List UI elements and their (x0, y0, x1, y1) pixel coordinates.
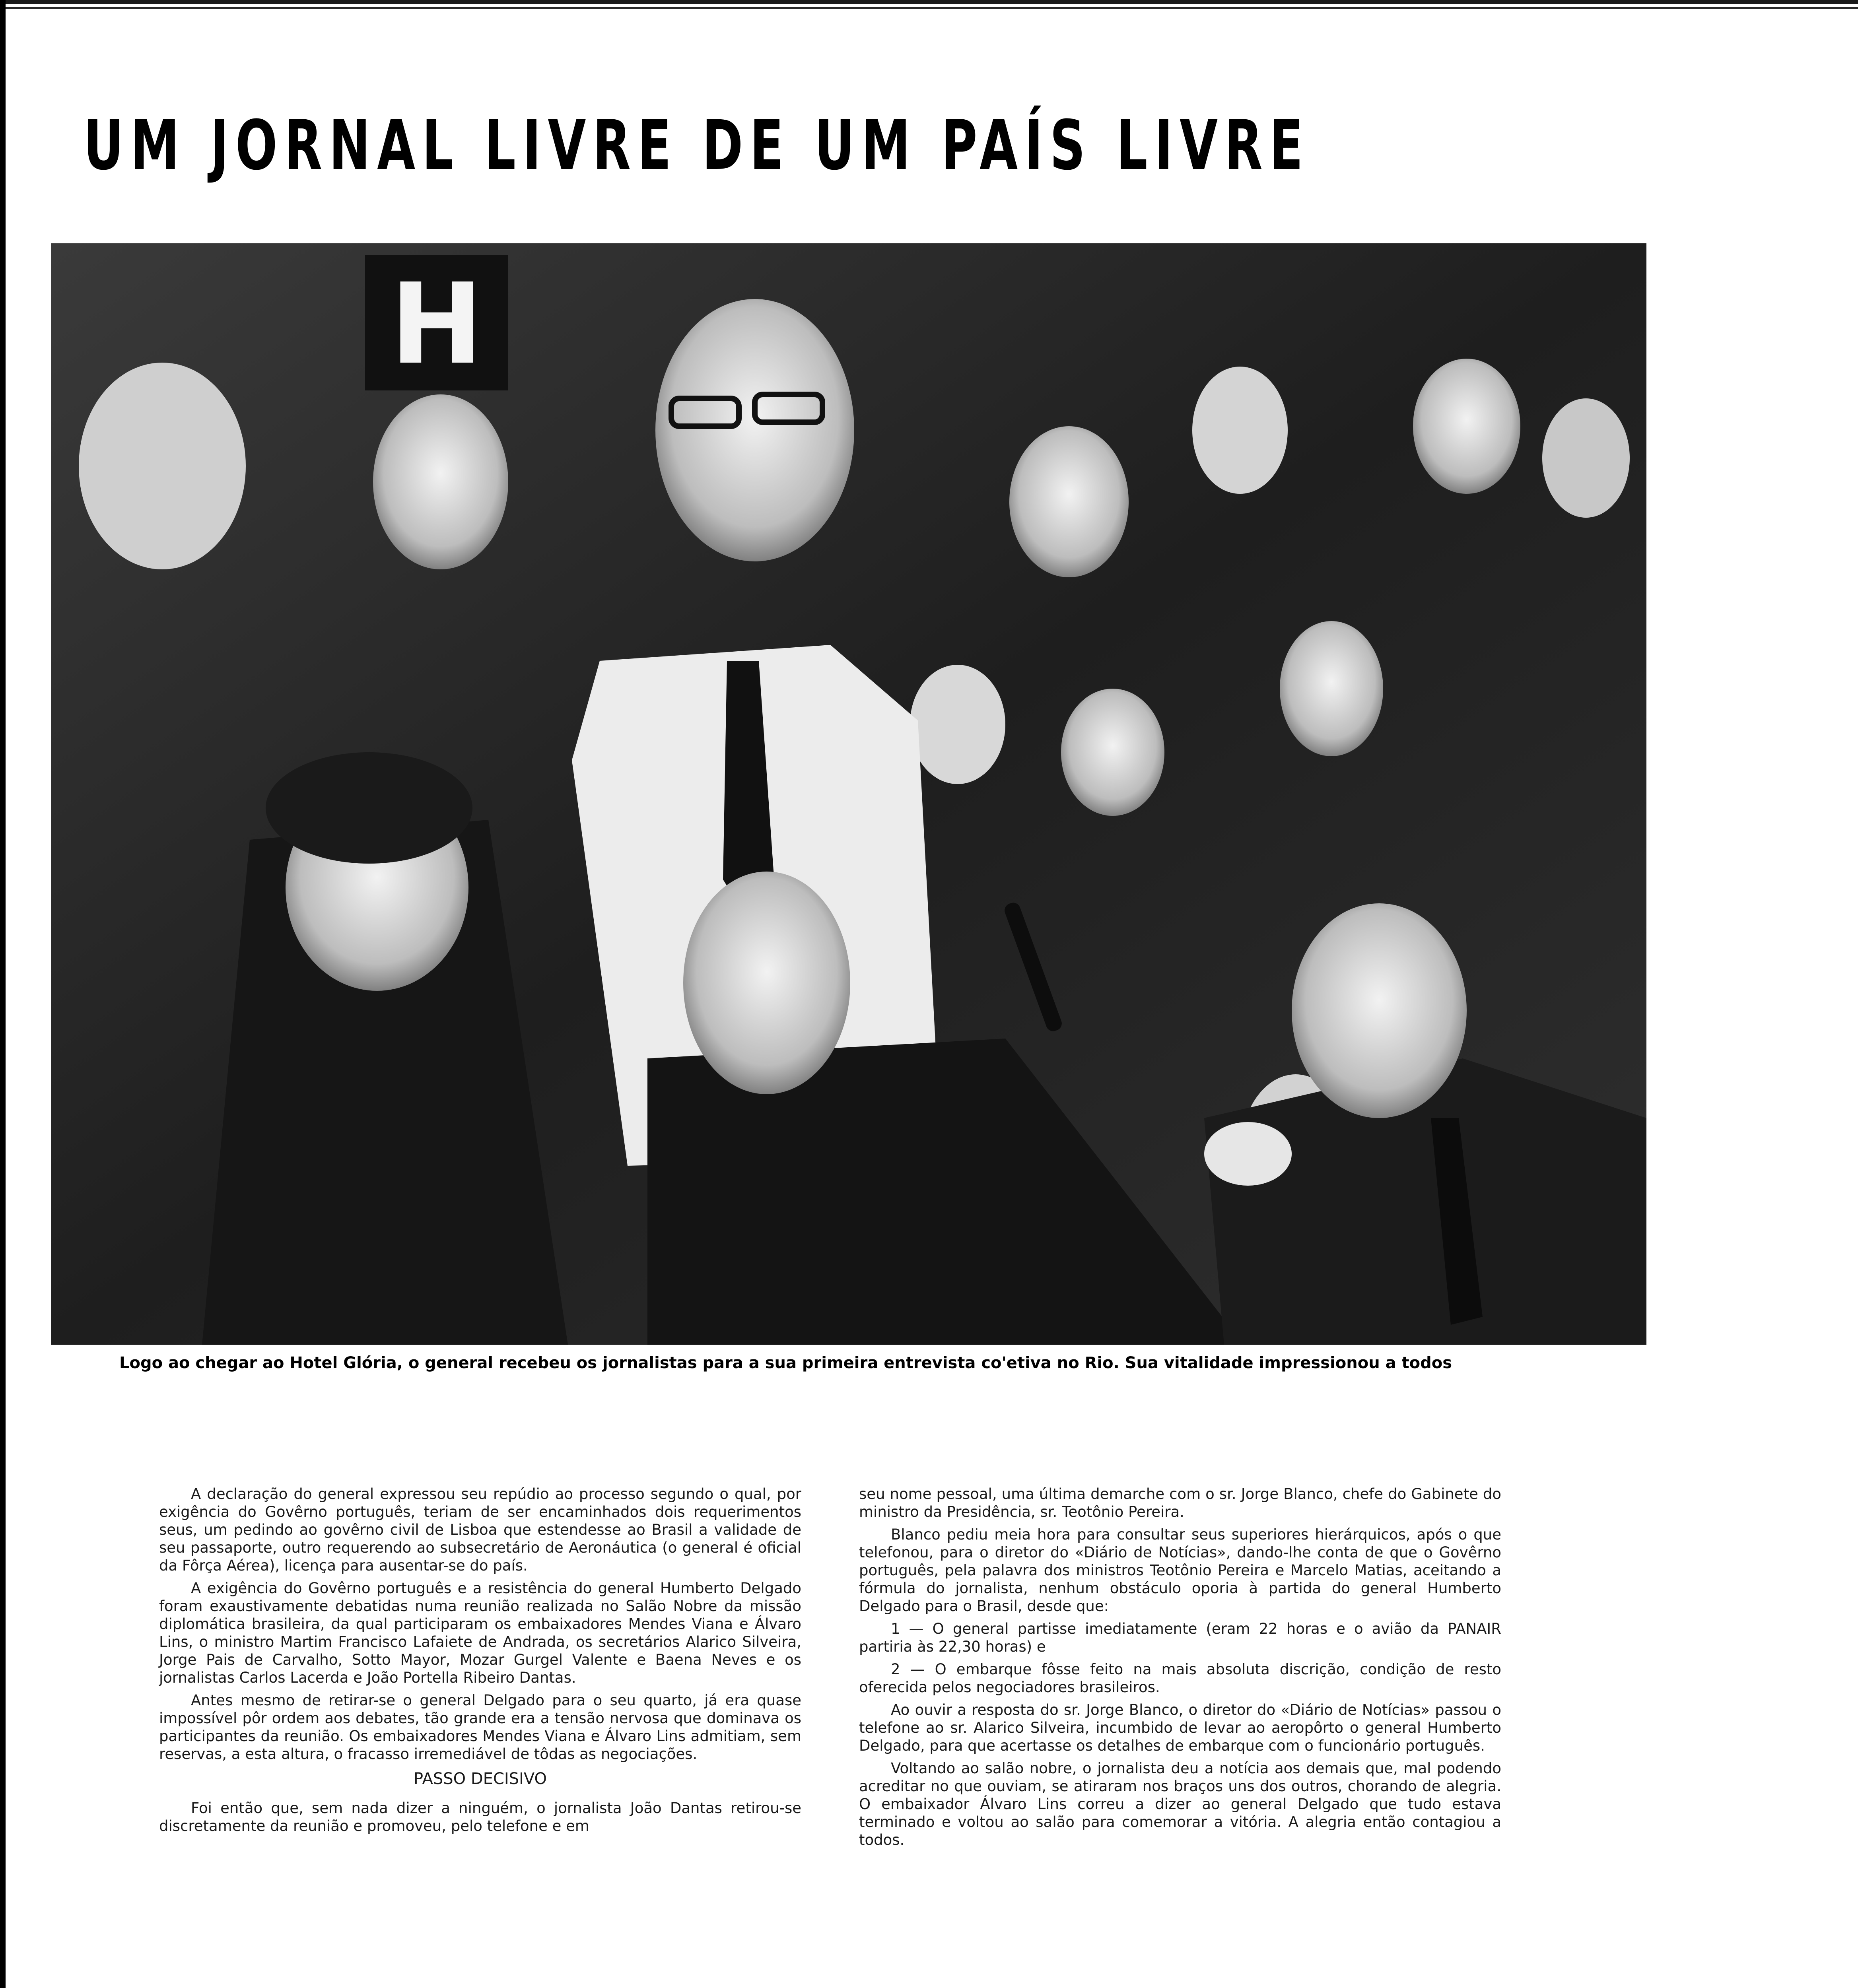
headline: UM JORNAL LIVRE DE UM PAÍS LIVRE (84, 105, 1310, 185)
paragraph: A exigência do Govêrno português e a resistência do general Humberto Delgado foram exaustivamente debatidas numa reunião realizada no Salão Nobre da missão diplomática brasileira, da qual participaram os embaixadores Mendes Viana e Álvaro Lins, o ministro Martim Francisco Lafaiete de Andrada, os secretários Alarico Silveira, Jorge Pais de Carvalho, Sotto Mayor, Mozar Gurgel Valente e Baena Neves e os jornalistas Carlos Lacerda e João Portella Ribeiro Dantas. (159, 1580, 801, 1686)
list-item: 1 — O general partisse imediatamente (eram 22 horas e o avião da PANAIR partiria às 22,30 horas) e (859, 1620, 1501, 1655)
article-column-left (159, 1485, 801, 1840)
photo-illustration (51, 243, 1646, 1345)
paragraph: Ao ouvir a resposta do sr. Jorge Blanco, o diretor do «Diário de Notícias» passou o telefone ao sr. Alarico Silveira, incumbido de levar ao aeropôrto o general Humberto Delgado, para que acertasse os detalhes de embarque com o funcionário português. (859, 1701, 1501, 1754)
paragraph: Blanco pediu meia hora para consultar seus superiores hierárquicos, após o que telefonou, para o diretor do «Diário de Notícias», dando-lhe conta de que o Govêrno português, pela palavra dos ministros Teotônio Pereira e Marcelo Matias, aceitando a fórmula do jornalista, nenhum obstáculo oporia à partida do general Humberto Delgado para o Brasil, desde que: (859, 1526, 1501, 1615)
top-rule-thin (0, 7, 1858, 9)
top-rule (0, 0, 1858, 4)
paragraph: Antes mesmo de retirar-se o general Delgado para o seu quarto, já era quase impossível pôr ordem aos debates, tão grande era a tensão nervosa que dominava os participantes da reunião. Os embaixadores Mendes Viana e Álvaro Lins admitiam, sem reservas, a esta altura, o fracasso irremediável de tôdas as negociações. (159, 1692, 801, 1763)
svg-text:H: H (390, 260, 484, 389)
paragraph: Voltando ao salão nobre, o jornalista deu a notícia aos demais que, mal podendo acreditar no que ouviam, se atiraram nos braços uns dos outros, chorando de alegria. O embaixador Álvaro Lins correu a dizer ao general Delgado que tudo estava terminado e voltou ao salão para comemorar a vitória. A alegria então contagiou a todos. (859, 1760, 1501, 1848)
paragraph: A declaração do general expressou seu repúdio ao processo segundo o qual, por exigência do Govêrno português, teriam de ser encaminhados dois requerimentos seus, um pedindo ao govêrno civil de Lisboa que estendesse ao Brasil a validade de seu passaporte, outro requerendo ao subsecretário de Aeronáutica (o general é oficial da Fôrça Aérea), licença para ausentar-se do país. (159, 1485, 801, 1574)
paragraph: seu nome pessoal, uma última demarche com o sr. Jorge Blanco, chefe do Gabinete do ministro da Presidência, sr. Teotônio Pereira. (859, 1485, 1501, 1520)
section-subhead: PASSO DECISIVO (413, 1770, 547, 1788)
photo-caption: Logo ao chegar ao Hotel Glória, o general recebeu os jornalistas para a sua primeira entrevista co'etiva no Rio. Sua vitalidade impressionou a todos (119, 1354, 1452, 1372)
paragraph: Foi então que, sem nada dizer a ninguém, o jornalista João Dantas retirou-se discretamente da reunião e promoveu, pelo telefone e em (159, 1800, 801, 1835)
article-column-right (859, 1485, 1501, 1854)
scan-left-edge (0, 0, 6, 1988)
press-conference-photo (51, 243, 1646, 1345)
list-item: 2 — O embarque fôsse feito na mais absoluta discrição, condição de resto oferecida pelos negociadores brasileiros. (859, 1661, 1501, 1696)
wall-sign-letter (390, 260, 483, 389)
